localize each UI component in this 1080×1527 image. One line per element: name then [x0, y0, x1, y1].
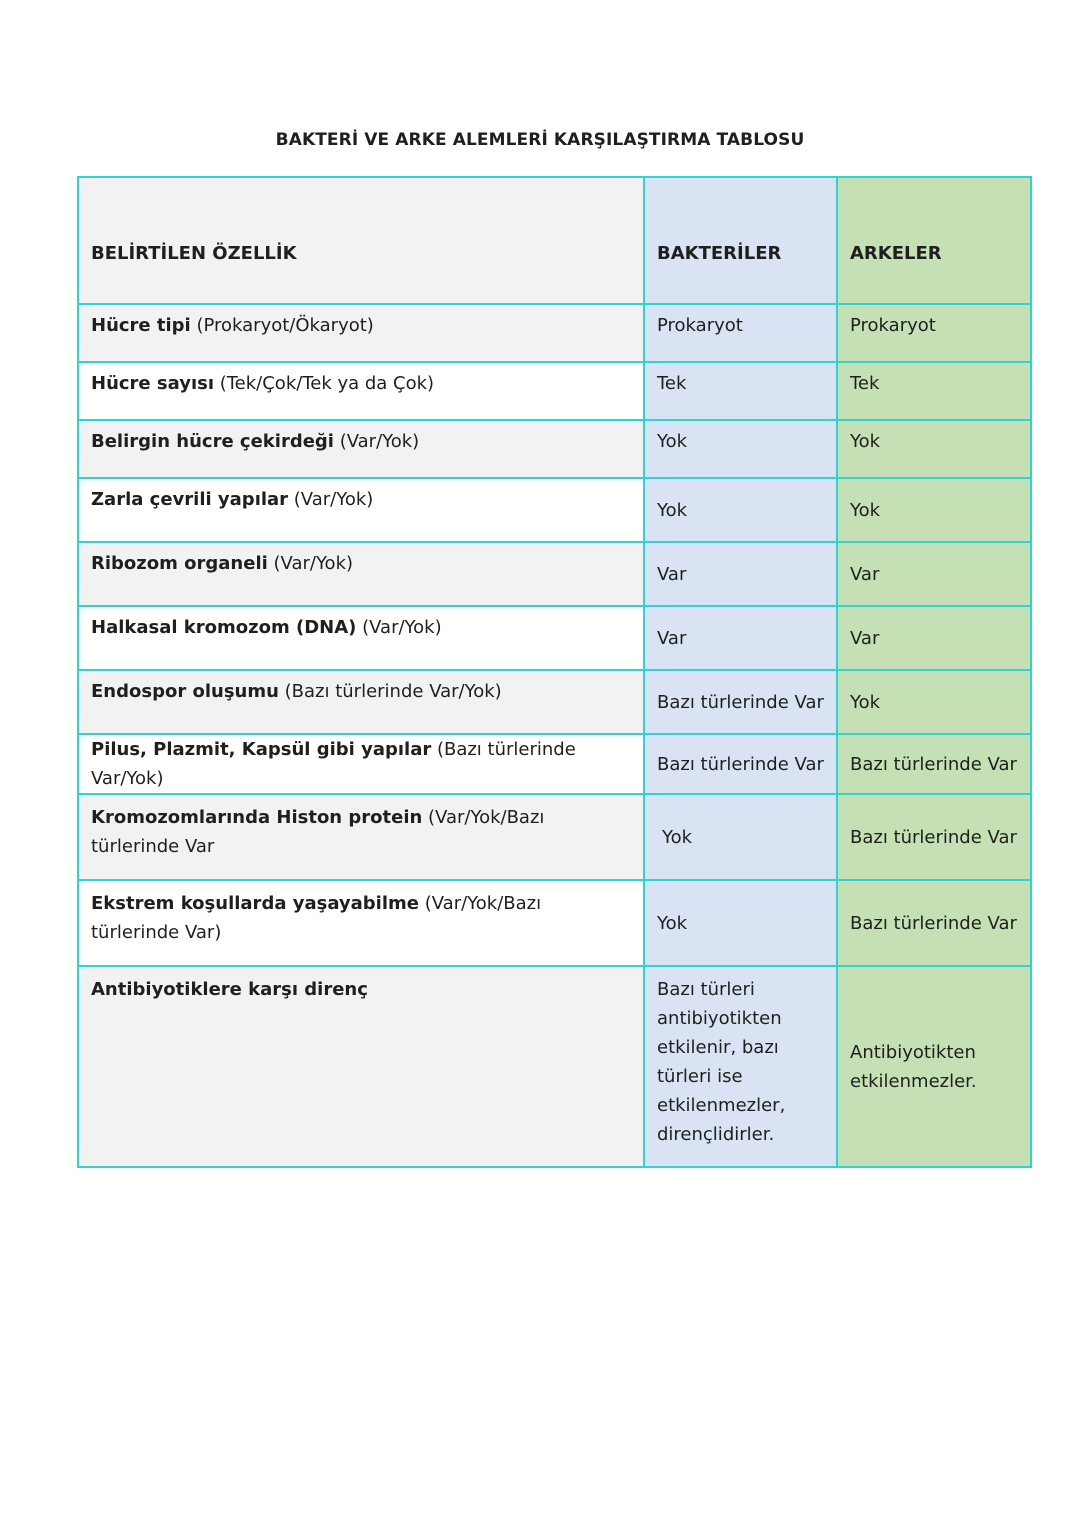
arkeler-cell: Var — [837, 606, 1031, 670]
feature-name: Pilus, Plazmit, Kapsül gibi yapılar — [91, 739, 432, 760]
arkeler-cell: Bazı türlerinde Var — [837, 880, 1031, 966]
feature-name: Hücre sayısı — [91, 373, 214, 394]
arkeler-cell: Prokaryot — [837, 304, 1031, 362]
feature-cell — [78, 420, 644, 478]
bakteriler-cell: Bazı türlerinde Var — [644, 734, 837, 794]
table-row — [78, 304, 1031, 362]
feature-cell — [78, 542, 644, 606]
feature-cell — [78, 362, 644, 420]
feature-cell — [78, 478, 644, 542]
feature-name: Hücre tipi — [91, 315, 191, 336]
feature-name: Ribozom organeli — [91, 553, 268, 574]
feature-hint: (Tek/Çok/Tek ya da Çok) — [214, 373, 435, 394]
arkeler-cell: Var — [837, 542, 1031, 606]
feature-name: Endospor oluşumu — [91, 681, 279, 702]
feature-hint: (Var/Yok) — [288, 489, 374, 510]
table-row — [78, 880, 1031, 966]
feature-hint: (Prokaryot/Ökaryot) — [190, 315, 374, 336]
feature-name: Zarla çevrili yapılar — [91, 489, 289, 510]
arkeler-cell: Bazı türlerinde Var — [837, 734, 1031, 794]
bakteriler-cell: Bazı türlerinde Var — [644, 670, 837, 734]
table-row — [78, 362, 1031, 420]
feature-name: Ekstrem koşullarda yaşayabilme — [91, 893, 419, 914]
bakteriler-cell: Var — [644, 542, 837, 606]
feature-hint: (Bazı türlerinde Var/Yok) — [91, 739, 576, 789]
arkeler-cell: Antibiyotikten etkilenmezler. — [837, 966, 1031, 1167]
table-row — [78, 670, 1031, 734]
page-title: BAKTERİ VE ARKE ALEMLERİ KARŞILAŞTIRMA TABLOSU — [275, 130, 805, 150]
feature-hint: (Bazı türlerinde Var/Yok) — [278, 681, 502, 702]
comparison-table — [77, 176, 1032, 1168]
feature-name: Antibiyotiklere karşı direnç — [91, 979, 368, 1000]
arkeler-cell: Yok — [837, 670, 1031, 734]
arkeler-cell: Tek — [837, 362, 1031, 420]
feature-hint: (Var/Yok) — [267, 553, 354, 574]
bakteriler-cell: Tek — [644, 362, 837, 420]
feature-hint: (Var/Yok) — [333, 431, 420, 452]
feature-cell — [78, 734, 644, 794]
table-row — [78, 606, 1031, 670]
bakteriler-cell: Yok — [644, 478, 837, 542]
header-arkeler: ARKELER — [837, 177, 1031, 304]
table-row — [78, 794, 1031, 880]
table-row — [78, 966, 1031, 1167]
feature-cell — [78, 670, 644, 734]
bakteriler-cell: Yok — [644, 420, 837, 478]
feature-cell — [78, 794, 644, 880]
bakteriler-cell: Yok — [644, 880, 837, 966]
feature-cell — [78, 606, 644, 670]
bakteriler-cell: Yok — [644, 794, 837, 880]
table-row — [78, 420, 1031, 478]
bakteriler-cell: Var — [644, 606, 837, 670]
table-row — [78, 478, 1031, 542]
header-feature: BELİRTİLEN ÖZELLİK — [78, 177, 644, 304]
bakteriler-cell: Bazı türleri antibiyotikten etkilenir, bazı türleri ise etkilenmezler, dirençlidirler. — [644, 966, 837, 1167]
arkeler-cell: Yok — [837, 478, 1031, 542]
feature-hint: (Var/Yok) — [356, 617, 442, 638]
bakteriler-cell: Prokaryot — [644, 304, 837, 362]
feature-name: Belirgin hücre çekirdeği — [91, 431, 334, 452]
table-header-row — [78, 177, 1031, 304]
feature-name: Kromozomlarında Histon protein — [91, 807, 423, 828]
feature-cell — [78, 304, 644, 362]
table-row — [78, 734, 1031, 794]
feature-cell — [78, 880, 644, 966]
feature-hint: (Var/Yok/Bazı türlerinde Var) — [91, 893, 542, 943]
header-bakteriler: BAKTERİLER — [644, 177, 837, 304]
feature-cell — [78, 966, 644, 1167]
feature-name: Halkasal kromozom (DNA) — [91, 617, 357, 638]
arkeler-cell: Yok — [837, 420, 1031, 478]
arkeler-cell: Bazı türlerinde Var — [837, 794, 1031, 880]
feature-hint: (Var/Yok/Bazı türlerinde Var — [91, 807, 545, 857]
table-row — [78, 542, 1031, 606]
